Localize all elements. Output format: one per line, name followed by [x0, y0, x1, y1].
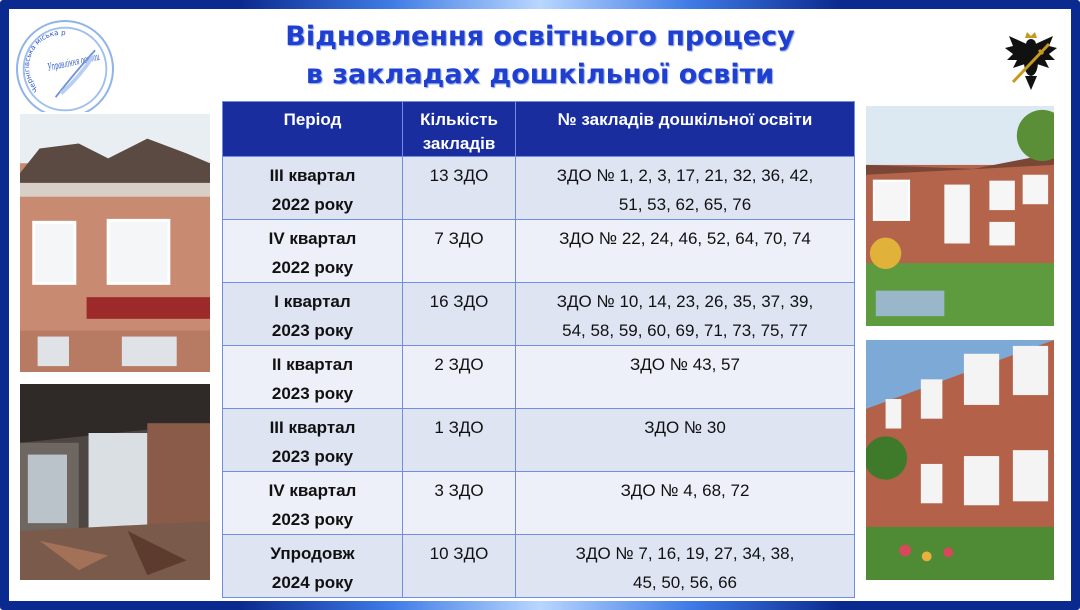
title-line-1: Відновлення освітнього процесу — [285, 21, 795, 52]
period-text: 2024 року — [271, 573, 354, 592]
education-department-logo — [16, 20, 114, 118]
period-cell — [223, 409, 403, 472]
header-count-line-1: Кількість — [420, 110, 498, 129]
period-cell — [223, 157, 403, 220]
table-row — [223, 220, 855, 283]
period-text: ІV квартал — [268, 229, 357, 248]
numbers-cell — [516, 535, 855, 598]
period-text: 2023 року — [271, 447, 354, 466]
period-text: Упродовж — [270, 544, 355, 563]
frame-top-highlight — [240, 0, 840, 9]
numbers-cell — [516, 409, 855, 472]
period-cell — [223, 346, 403, 409]
numbers-text: ЗДО № 30 — [644, 418, 726, 437]
period-cell — [223, 535, 403, 598]
count-cell: 3 ЗДО — [403, 472, 516, 535]
period-text: ІІІ квартал — [269, 418, 356, 437]
burned-interior-photo — [18, 382, 212, 582]
period-text: ІІ квартал — [271, 355, 354, 374]
svg-text:Чернігівська міська рада — [18, 22, 66, 94]
frame-bottom-highlight — [240, 601, 840, 610]
slide-title — [200, 18, 880, 94]
numbers-text: ЗДО № 10, 14, 23, 26, 35, 37, 39, — [556, 292, 814, 311]
period-text: І квартал — [274, 292, 351, 311]
period-cell — [223, 283, 403, 346]
numbers-text: ЗДО № 22, 24, 46, 52, 64, 70, 74 — [559, 229, 811, 248]
table-row — [223, 157, 855, 220]
period-text: 2022 року — [271, 195, 354, 214]
numbers-text: ЗДО № 1, 2, 3, 17, 21, 32, 36, 42, — [556, 166, 814, 185]
header-numbers: № закладів дошкільної освіти — [516, 102, 855, 157]
header-count — [403, 102, 516, 157]
period-text: 2023 року — [271, 384, 354, 403]
count-cell: 2 ЗДО — [403, 346, 516, 409]
header-count-line-2: закладів — [422, 134, 496, 153]
numbers-text: ЗДО № 7, 16, 19, 27, 34, 38, — [575, 544, 795, 563]
period-text: 2022 року — [271, 258, 354, 277]
logo-arc-text: Чернігівська міська р — [22, 27, 66, 95]
count-cell: 1 ЗДО — [403, 409, 516, 472]
period-cell — [223, 220, 403, 283]
numbers-cell — [516, 283, 855, 346]
count-cell: 13 ЗДО — [403, 157, 516, 220]
table-row — [223, 346, 855, 409]
table-header-row — [223, 102, 855, 157]
numbers-cell — [516, 220, 855, 283]
count-cell: 16 ЗДО — [403, 283, 516, 346]
restored-kindergarten-photo — [864, 104, 1056, 328]
numbers-cell — [516, 157, 855, 220]
numbers-text: ЗДО № 4, 68, 72 — [620, 481, 750, 500]
header-period: Період — [223, 102, 403, 157]
title-line-2: в закладах дошкільної освіти — [305, 59, 775, 90]
period-text: 2023 року — [271, 321, 354, 340]
table-row — [223, 409, 855, 472]
numbers-cell — [516, 346, 855, 409]
numbers-text: ЗДО № 43, 57 — [630, 355, 740, 374]
numbers-text: 45, 50, 56, 66 — [633, 573, 737, 592]
period-text: ІV квартал — [268, 481, 357, 500]
count-cell: 7 ЗДО — [403, 220, 516, 283]
numbers-text: 54, 58, 59, 60, 69, 71, 73, 75, 77 — [562, 321, 808, 340]
period-text: 2023 року — [271, 510, 354, 529]
brick-building-garden-photo — [864, 338, 1056, 582]
logo-script-text: Управління — [46, 48, 112, 74]
count-cell: 10 ЗДО — [403, 535, 516, 598]
period-text: ІІІ квартал — [269, 166, 356, 185]
table-row — [223, 283, 855, 346]
chernihiv-eagle-crest-icon — [999, 24, 1063, 100]
table-row — [223, 472, 855, 535]
numbers-cell — [516, 472, 855, 535]
damaged-roof-building-photo — [18, 112, 212, 374]
table-row — [223, 535, 855, 598]
kindergarten-recovery-table — [222, 101, 855, 598]
numbers-text: 51, 53, 62, 65, 76 — [618, 195, 752, 214]
period-cell — [223, 472, 403, 535]
